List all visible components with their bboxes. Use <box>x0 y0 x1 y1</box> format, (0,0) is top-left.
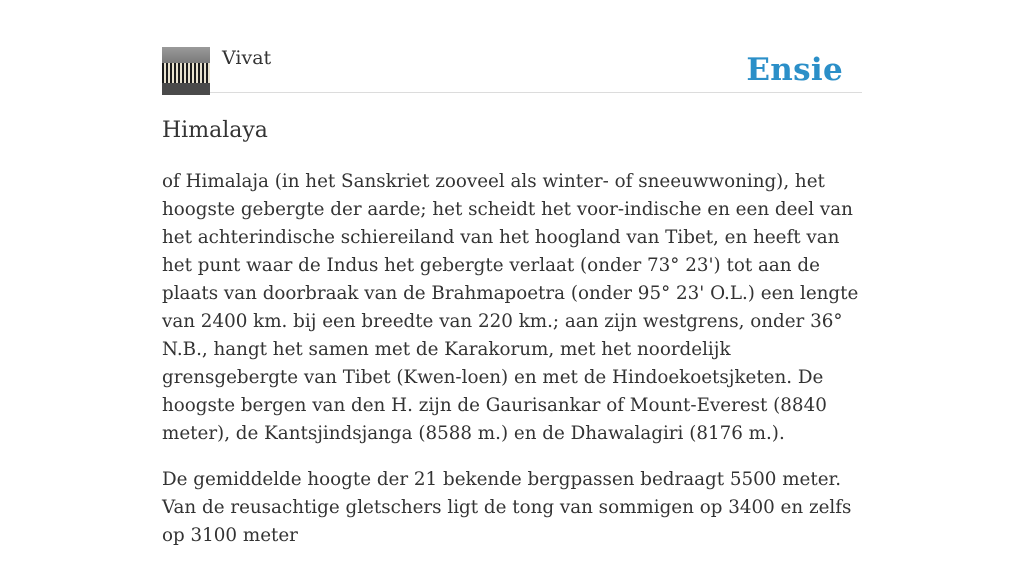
header <box>162 0 862 93</box>
article-title: Himalaya <box>162 118 268 143</box>
site-logo[interactable]: Ensie <box>746 52 843 88</box>
article-paragraph: De gemiddelde hoogte der 21 bekende bergpassen bedraagt 5500 meter. Van de reusachtige gletschers ligt de tong van sommigen op 3400 en zelfs op 3100 meter <box>162 469 852 546</box>
avatar-sky <box>162 47 210 63</box>
avatar-floor <box>162 83 210 95</box>
author-name[interactable]: Vivat <box>222 47 272 69</box>
author-avatar[interactable] <box>162 47 210 95</box>
avatar-bookshelf <box>162 63 210 83</box>
page <box>162 0 862 546</box>
article-paragraph: of Himalaja (in het Sanskriet zooveel als winter- of sneeuwwoning), het hoogste gebergte der aarde; het scheidt het voor-indische en een deel van het achterindische schiereiland van het hoogland van Tibet, en heeft van het punt waar de Indus het gebergte verlaat (onder 73° 23') tot aan de plaats van doorbraak van de Brahmapoetra (onder 95° 23' O.L.) een lengte van 2400 km. bij een breedte van 220 km.; aan zijn westgrens, onder 36° N.B., hangt het samen met de Karakorum, met het noordelijk grensgebergte van Tibet (Kwen-loen) en met de Hindoekoetsjketen. De hoogste bergen van den H. zijn de Gaurisankar of Mount-Everest (8840 meter), de Kantsjindsjanga (8588 m.) en de Dhawalagiri (8176 m.). <box>162 171 859 444</box>
article-body <box>162 168 862 568</box>
